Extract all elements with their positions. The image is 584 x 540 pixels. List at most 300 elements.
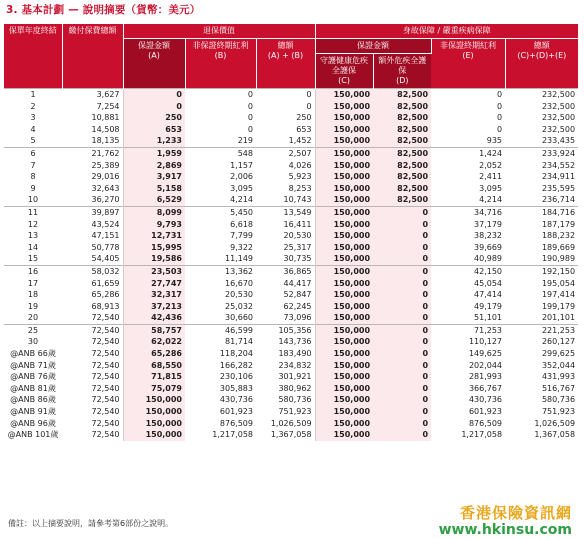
table-cell: 72,540 xyxy=(62,371,123,383)
table-cell: 0 xyxy=(496,124,503,134)
table-cell: 118,204 xyxy=(219,349,253,359)
table-cell: 61,659 xyxy=(62,278,123,290)
table-row xyxy=(4,194,578,206)
table-cell: 150,000 xyxy=(315,429,373,441)
table-cell: 82,500 xyxy=(373,160,431,172)
table-cell: 0 xyxy=(247,113,253,123)
table-cell: 42,436 xyxy=(123,312,185,324)
table-cell: 20 xyxy=(27,313,39,323)
table-cell: 0 xyxy=(373,406,431,418)
header-extra-ci-label: 額外危疾全護保 xyxy=(378,56,427,75)
table-cell: 150,000 xyxy=(315,101,373,113)
table-cell: 150,000 xyxy=(315,312,373,324)
header-non-guaranteed-terminal xyxy=(185,39,256,89)
table-cell: 14 xyxy=(27,242,39,252)
table-cell: 2,869 xyxy=(123,160,185,172)
table-cell: 50,778 xyxy=(62,242,123,254)
table-cell: 0 xyxy=(373,371,431,383)
benefit-table xyxy=(4,24,578,441)
table-cell: 16 xyxy=(4,265,62,277)
table-cell: 2,507 xyxy=(256,147,315,159)
table-cell: 0 xyxy=(373,265,431,277)
table-cell: 7,799 xyxy=(230,231,253,241)
table-cell: 11,149 xyxy=(225,254,253,264)
table-cell: 68,913 xyxy=(62,301,123,313)
header-ngt-code: (B) xyxy=(214,51,227,60)
table-cell: 601,923 xyxy=(219,407,253,417)
table-row xyxy=(4,206,578,218)
header-ci-label: 守護健康危疾全護保 xyxy=(320,56,369,75)
table-cell: 0 xyxy=(373,242,431,254)
table-cell: 9,322 xyxy=(230,242,253,252)
header-ci-code: (C) xyxy=(338,76,350,85)
table-cell: 150,000 xyxy=(315,112,373,124)
table-row xyxy=(4,183,578,195)
table-row xyxy=(4,289,578,301)
table-cell: 430,736 xyxy=(468,395,503,405)
table-cell: 1,424 xyxy=(431,147,505,159)
header-total-death-code: (C)+(D)+(E) xyxy=(517,51,567,60)
table-cell: 233,435 xyxy=(541,136,576,146)
table-cell: 110,127 xyxy=(468,337,503,347)
header-death-benefit: 身故保障 / 嚴重疾病保障 xyxy=(315,24,578,39)
table-cell: 15,995 xyxy=(123,242,185,254)
table-cell: 10,881 xyxy=(62,112,123,124)
table-cell: 38,232 xyxy=(474,231,503,241)
table-row xyxy=(4,160,578,172)
table-cell: 0 xyxy=(373,429,431,441)
table-cell: 73,096 xyxy=(256,312,315,324)
table-cell: 250 xyxy=(256,112,315,124)
table-cell: 72,540 xyxy=(62,429,123,441)
table-cell: 9,793 xyxy=(123,219,185,231)
table-cell: 29,016 xyxy=(62,171,123,183)
table-cell: 876,509 xyxy=(219,418,253,428)
table-cell: 25,389 xyxy=(62,160,123,172)
table-cell: 0 xyxy=(373,418,431,430)
table-cell: 0 xyxy=(256,101,315,113)
table-cell: 40,989 xyxy=(474,254,503,264)
table-cell: 150,000 xyxy=(315,289,373,301)
table-cell: 14,508 xyxy=(62,124,123,136)
table-cell: 36,270 xyxy=(62,194,123,206)
table-cell: 72,540 xyxy=(62,394,123,406)
table-cell: 233,924 xyxy=(505,147,578,159)
table-cell: 0 xyxy=(496,113,503,123)
table-row xyxy=(4,242,578,254)
table-row xyxy=(4,312,578,324)
table-cell: 150,000 xyxy=(315,253,373,265)
table-cell: 580,736 xyxy=(256,394,315,406)
table-cell: 52,847 xyxy=(256,289,315,301)
watermark-chinese: 香港保險資訊網 xyxy=(459,504,572,522)
table-cell: 9 xyxy=(30,183,36,193)
table-cell: 3,917 xyxy=(123,171,185,183)
table-cell: 0 xyxy=(373,394,431,406)
table-cell: 82,500 xyxy=(373,171,431,183)
table-cell: 189,669 xyxy=(541,242,576,252)
table-cell: 11 xyxy=(4,206,62,218)
table-cell: 234,911 xyxy=(541,172,576,182)
table-cell: @ANB 101歲 xyxy=(7,430,59,440)
table-cell: 150,000 xyxy=(315,171,373,183)
table-cell: 4 xyxy=(30,124,36,134)
table-cell: 16,411 xyxy=(256,219,315,231)
table-cell: 201,101 xyxy=(541,313,576,323)
header-extra-ci-code: (D) xyxy=(396,76,409,85)
table-cell: 46,599 xyxy=(185,324,256,336)
table-cell: 0 xyxy=(123,89,185,101)
table-cell: 32,643 xyxy=(62,183,123,195)
table-cell: 0 xyxy=(373,206,431,218)
table-cell: 13,362 xyxy=(185,265,256,277)
table-cell: 23,503 xyxy=(123,265,185,277)
table-cell: 232,500 xyxy=(541,101,576,111)
table-cell: 935 xyxy=(486,136,503,146)
table-cell: 150,000 xyxy=(315,371,373,383)
table-cell: 150,000 xyxy=(315,124,373,136)
table-cell: 68,550 xyxy=(123,360,185,372)
table-row xyxy=(4,112,578,124)
footnote: 備註：以上摘要說明，請參考第6部份之說明。 xyxy=(8,519,174,528)
table-cell: 6 xyxy=(4,147,62,159)
table-cell: 236,714 xyxy=(541,195,576,205)
table-cell: 150,000 xyxy=(315,219,373,231)
table-cell: 150,000 xyxy=(315,383,373,395)
table-cell: 5,923 xyxy=(256,171,315,183)
table-cell: 366,767 xyxy=(468,383,503,393)
table-cell: 43,524 xyxy=(62,219,123,231)
table-cell: 3,627 xyxy=(62,89,123,101)
table-cell: 49,179 xyxy=(474,301,503,311)
table-row xyxy=(4,383,578,395)
table-cell: 72,540 xyxy=(62,348,123,360)
table-cell: 47,151 xyxy=(62,230,123,242)
table-cell: 72,540 xyxy=(62,312,123,324)
table-row xyxy=(4,124,578,136)
table-cell: 751,923 xyxy=(256,406,315,418)
table-cell: 1,367,058 xyxy=(534,430,576,440)
table-cell: 260,127 xyxy=(541,337,576,347)
table-cell: 305,883 xyxy=(219,383,253,393)
table-cell: 232,500 xyxy=(541,124,576,134)
table-cell: 150,000 xyxy=(315,230,373,242)
table-cell: 150,000 xyxy=(315,265,373,277)
table-cell: 166,282 xyxy=(219,360,253,370)
table-cell: 876,509 xyxy=(468,418,503,428)
header-total-death-label: 總額 xyxy=(533,41,550,50)
table-cell: 37,213 xyxy=(123,301,185,313)
table-cell: 149,625 xyxy=(468,349,503,359)
table-cell: 580,736 xyxy=(541,395,576,405)
table-cell: 72,540 xyxy=(62,406,123,418)
table-cell: 235,595 xyxy=(541,183,576,193)
table-cell: 150,000 xyxy=(315,360,373,372)
table-cell: 19 xyxy=(27,301,39,311)
table-cell: 232,500 xyxy=(505,89,578,101)
table-cell: 15 xyxy=(27,254,39,264)
table-cell: 0 xyxy=(373,289,431,301)
header-ngt-death-label: 非保證終期紅利 xyxy=(440,41,497,50)
table-cell: 1,217,058 xyxy=(212,430,253,440)
table-cell: 3 xyxy=(30,113,36,123)
table-cell: 47,414 xyxy=(474,290,503,300)
table-cell: 187,179 xyxy=(541,219,576,229)
table-cell: 548 xyxy=(185,147,256,159)
table-cell: 184,716 xyxy=(505,206,578,218)
table-cell: 44,417 xyxy=(256,278,315,290)
table-cell: 516,767 xyxy=(541,383,576,393)
table-cell: 0 xyxy=(373,278,431,290)
table-cell: 150,000 xyxy=(315,242,373,254)
table-cell: 65,286 xyxy=(123,348,185,360)
table-cell: @ANB 86歲 xyxy=(10,395,56,405)
table-cell: 20,530 xyxy=(225,290,253,300)
table-cell: 72,540 xyxy=(62,360,123,372)
table-cell: 1,026,509 xyxy=(534,418,576,428)
table-cell: 62,022 xyxy=(123,336,185,348)
table-cell: 13,549 xyxy=(256,206,315,218)
table-cell: 82,500 xyxy=(373,135,431,147)
header-total-sv-code: (A) + (B) xyxy=(267,51,304,60)
table-cell: 150,000 xyxy=(315,89,373,101)
table-row xyxy=(4,371,578,383)
table-cell: @ANB 91歲 xyxy=(10,407,56,417)
table-row xyxy=(4,336,578,348)
table-cell: 20,530 xyxy=(256,230,315,242)
table-cell: 34,716 xyxy=(431,206,505,218)
table-cell: 72,540 xyxy=(62,418,123,430)
table-cell: 1,233 xyxy=(123,135,185,147)
table-cell: 36,865 xyxy=(256,265,315,277)
table-row xyxy=(4,324,578,336)
table-cell: 8,099 xyxy=(123,206,185,218)
table-cell: 150,000 xyxy=(315,301,373,313)
table-cell: 82,500 xyxy=(373,194,431,206)
table-cell: 0 xyxy=(373,383,431,395)
table-cell: 0 xyxy=(123,101,185,113)
table-cell: 42,150 xyxy=(431,265,505,277)
table-cell: 2 xyxy=(30,101,36,111)
table-row xyxy=(4,394,578,406)
table-cell: 82,500 xyxy=(373,183,431,195)
table-row xyxy=(4,348,578,360)
table-row xyxy=(4,301,578,313)
page-title: 3. 基本計劃 — 說明摘要（貨幣：美元） xyxy=(6,4,201,16)
table-cell: 0 xyxy=(373,230,431,242)
table-cell: 0 xyxy=(185,89,256,101)
table-cell: 0 xyxy=(431,89,505,101)
table-cell: 0 xyxy=(373,253,431,265)
table-cell: @ANB 66歲 xyxy=(10,349,56,359)
table-cell: 7,254 xyxy=(62,101,123,113)
table-cell: 0 xyxy=(373,219,431,231)
header-guaranteed-cash-code: (A) xyxy=(148,51,160,60)
table-cell: 190,989 xyxy=(541,254,576,264)
table-cell: 183,490 xyxy=(256,348,315,360)
table-cell: 7 xyxy=(30,160,36,170)
table-cell: 430,736 xyxy=(219,395,253,405)
table-cell: 75,079 xyxy=(123,383,185,395)
header-year: 保單年度終結 xyxy=(4,24,62,89)
header-surrender-value: 退保價值 xyxy=(123,24,315,39)
table-cell: @ANB 71歲 xyxy=(10,360,56,370)
table-cell: 25,032 xyxy=(225,301,253,311)
table-cell: 299,625 xyxy=(541,349,576,359)
table-cell: 18 xyxy=(27,290,39,300)
table-cell: 72,540 xyxy=(62,336,123,348)
header-ngt-death xyxy=(431,39,505,89)
table-cell: 1,959 xyxy=(123,147,185,159)
table-cell: 230,106 xyxy=(219,372,253,382)
table-cell: 2,052 xyxy=(479,160,503,170)
table-cell: 143,736 xyxy=(256,336,315,348)
table-row xyxy=(4,171,578,183)
table-cell: 45,054 xyxy=(474,278,503,288)
table-cell: 195,054 xyxy=(541,278,576,288)
table-cell: 12 xyxy=(27,219,39,229)
table-cell: 81,714 xyxy=(225,337,253,347)
table-cell: 19,586 xyxy=(123,253,185,265)
table-body xyxy=(4,89,578,441)
header-guaranteed-cash-label: 保證金額 xyxy=(138,41,170,50)
table-cell: 27,747 xyxy=(123,278,185,290)
table-cell: 219 xyxy=(237,136,253,146)
table-cell: 150,000 xyxy=(315,348,373,360)
table-cell: 150,000 xyxy=(315,183,373,195)
table-cell: 150,000 xyxy=(315,394,373,406)
table-cell: 199,179 xyxy=(541,301,576,311)
table-cell: 234,552 xyxy=(541,160,576,170)
table-cell: 72,540 xyxy=(62,383,123,395)
table-cell: 25 xyxy=(4,324,62,336)
table-cell: 0 xyxy=(373,348,431,360)
table-cell: 5,158 xyxy=(123,183,185,195)
header-extra-ci xyxy=(373,54,431,89)
table-cell: 65,286 xyxy=(62,289,123,301)
table-cell: 82,500 xyxy=(373,112,431,124)
table-cell: 0 xyxy=(373,324,431,336)
table-cell: 1,217,058 xyxy=(461,430,503,440)
table-cell: 1,157 xyxy=(230,160,253,170)
table-cell: 197,414 xyxy=(541,290,576,300)
table-cell: 150,000 xyxy=(315,324,373,336)
table-cell: 1 xyxy=(4,89,62,101)
table-cell: 150,000 xyxy=(315,336,373,348)
table-cell: 8 xyxy=(30,172,36,182)
table-cell: 82,500 xyxy=(373,124,431,136)
table-cell: 58,032 xyxy=(62,265,123,277)
table-cell: 601,923 xyxy=(468,407,503,417)
table-cell: 150,000 xyxy=(315,418,373,430)
table-cell: 6,618 xyxy=(230,219,253,229)
table-row xyxy=(4,360,578,372)
table-cell: 13 xyxy=(27,231,39,241)
table-cell: 0 xyxy=(256,89,315,101)
table-cell: 150,000 xyxy=(123,406,185,418)
table-cell: 1,367,058 xyxy=(256,429,315,441)
header-total-surrender xyxy=(256,39,315,89)
table-cell: 0 xyxy=(373,301,431,313)
table-cell: 150,000 xyxy=(315,206,373,218)
table-cell: 150,000 xyxy=(315,194,373,206)
table-cell: 352,044 xyxy=(541,360,576,370)
table-cell: 150,000 xyxy=(123,394,185,406)
table-cell: 3,095 xyxy=(479,183,503,193)
table-cell: 150,000 xyxy=(315,278,373,290)
table-cell: 431,993 xyxy=(541,372,576,382)
table-cell: 150,000 xyxy=(315,160,373,172)
header-premium: 繳付保費總額 xyxy=(62,24,123,89)
table-cell: 221,253 xyxy=(505,324,578,336)
table-cell: 39,897 xyxy=(62,206,123,218)
table-cell: 30 xyxy=(27,337,39,347)
table-cell: 71,253 xyxy=(431,324,505,336)
table-cell: 281,993 xyxy=(468,372,503,382)
table-cell: 4,026 xyxy=(256,160,315,172)
table-cell: 71,815 xyxy=(123,371,185,383)
table-cell: 18,135 xyxy=(62,135,123,147)
table-cell: 653 xyxy=(123,124,185,136)
table-cell: 202,044 xyxy=(468,360,503,370)
table-cell: 301,921 xyxy=(256,371,315,383)
table-cell: 37,179 xyxy=(474,219,503,229)
table-row xyxy=(4,418,578,430)
table-cell: 82,500 xyxy=(373,89,431,101)
table-row xyxy=(4,101,578,113)
table-cell: 1,452 xyxy=(256,135,315,147)
table-cell: 250 xyxy=(123,112,185,124)
table-cell: 188,232 xyxy=(541,231,576,241)
table-cell: 17 xyxy=(27,278,39,288)
table-cell: 82,500 xyxy=(373,101,431,113)
table-cell: 6,529 xyxy=(123,194,185,206)
table-cell: 16,670 xyxy=(225,278,253,288)
table-cell: 4,214 xyxy=(479,195,503,205)
table-cell: 1,026,509 xyxy=(256,418,315,430)
watermark xyxy=(439,505,572,539)
table-cell: 2,006 xyxy=(230,172,253,182)
table-cell: 0 xyxy=(373,360,431,372)
table-cell: 150,000 xyxy=(315,406,373,418)
table-cell: 32,317 xyxy=(123,289,185,301)
table-cell: 10 xyxy=(27,195,39,205)
table-row xyxy=(4,429,578,441)
table-row xyxy=(4,265,578,277)
table-cell: 653 xyxy=(256,124,315,136)
table-cell: 192,150 xyxy=(505,265,578,277)
table-cell: @ANB 96歲 xyxy=(10,418,56,428)
table-row xyxy=(4,406,578,418)
table-cell: 5 xyxy=(30,136,36,146)
header-ngt-death-code: (E) xyxy=(462,51,474,60)
table-cell: 82,500 xyxy=(373,147,431,159)
table-cell: 150,000 xyxy=(123,429,185,441)
table-cell: 751,923 xyxy=(541,407,576,417)
table-row xyxy=(4,278,578,290)
table-row xyxy=(4,230,578,242)
table-cell: 2,411 xyxy=(479,172,503,182)
table-row xyxy=(4,89,578,101)
table-cell: 10,743 xyxy=(256,194,315,206)
table-cell: 25,317 xyxy=(256,242,315,254)
table-cell: 150,000 xyxy=(123,418,185,430)
table-row xyxy=(4,147,578,159)
table-cell: 72,540 xyxy=(62,324,123,336)
table-cell: 0 xyxy=(496,101,503,111)
table-cell: 232,500 xyxy=(541,113,576,123)
table-row xyxy=(4,253,578,265)
